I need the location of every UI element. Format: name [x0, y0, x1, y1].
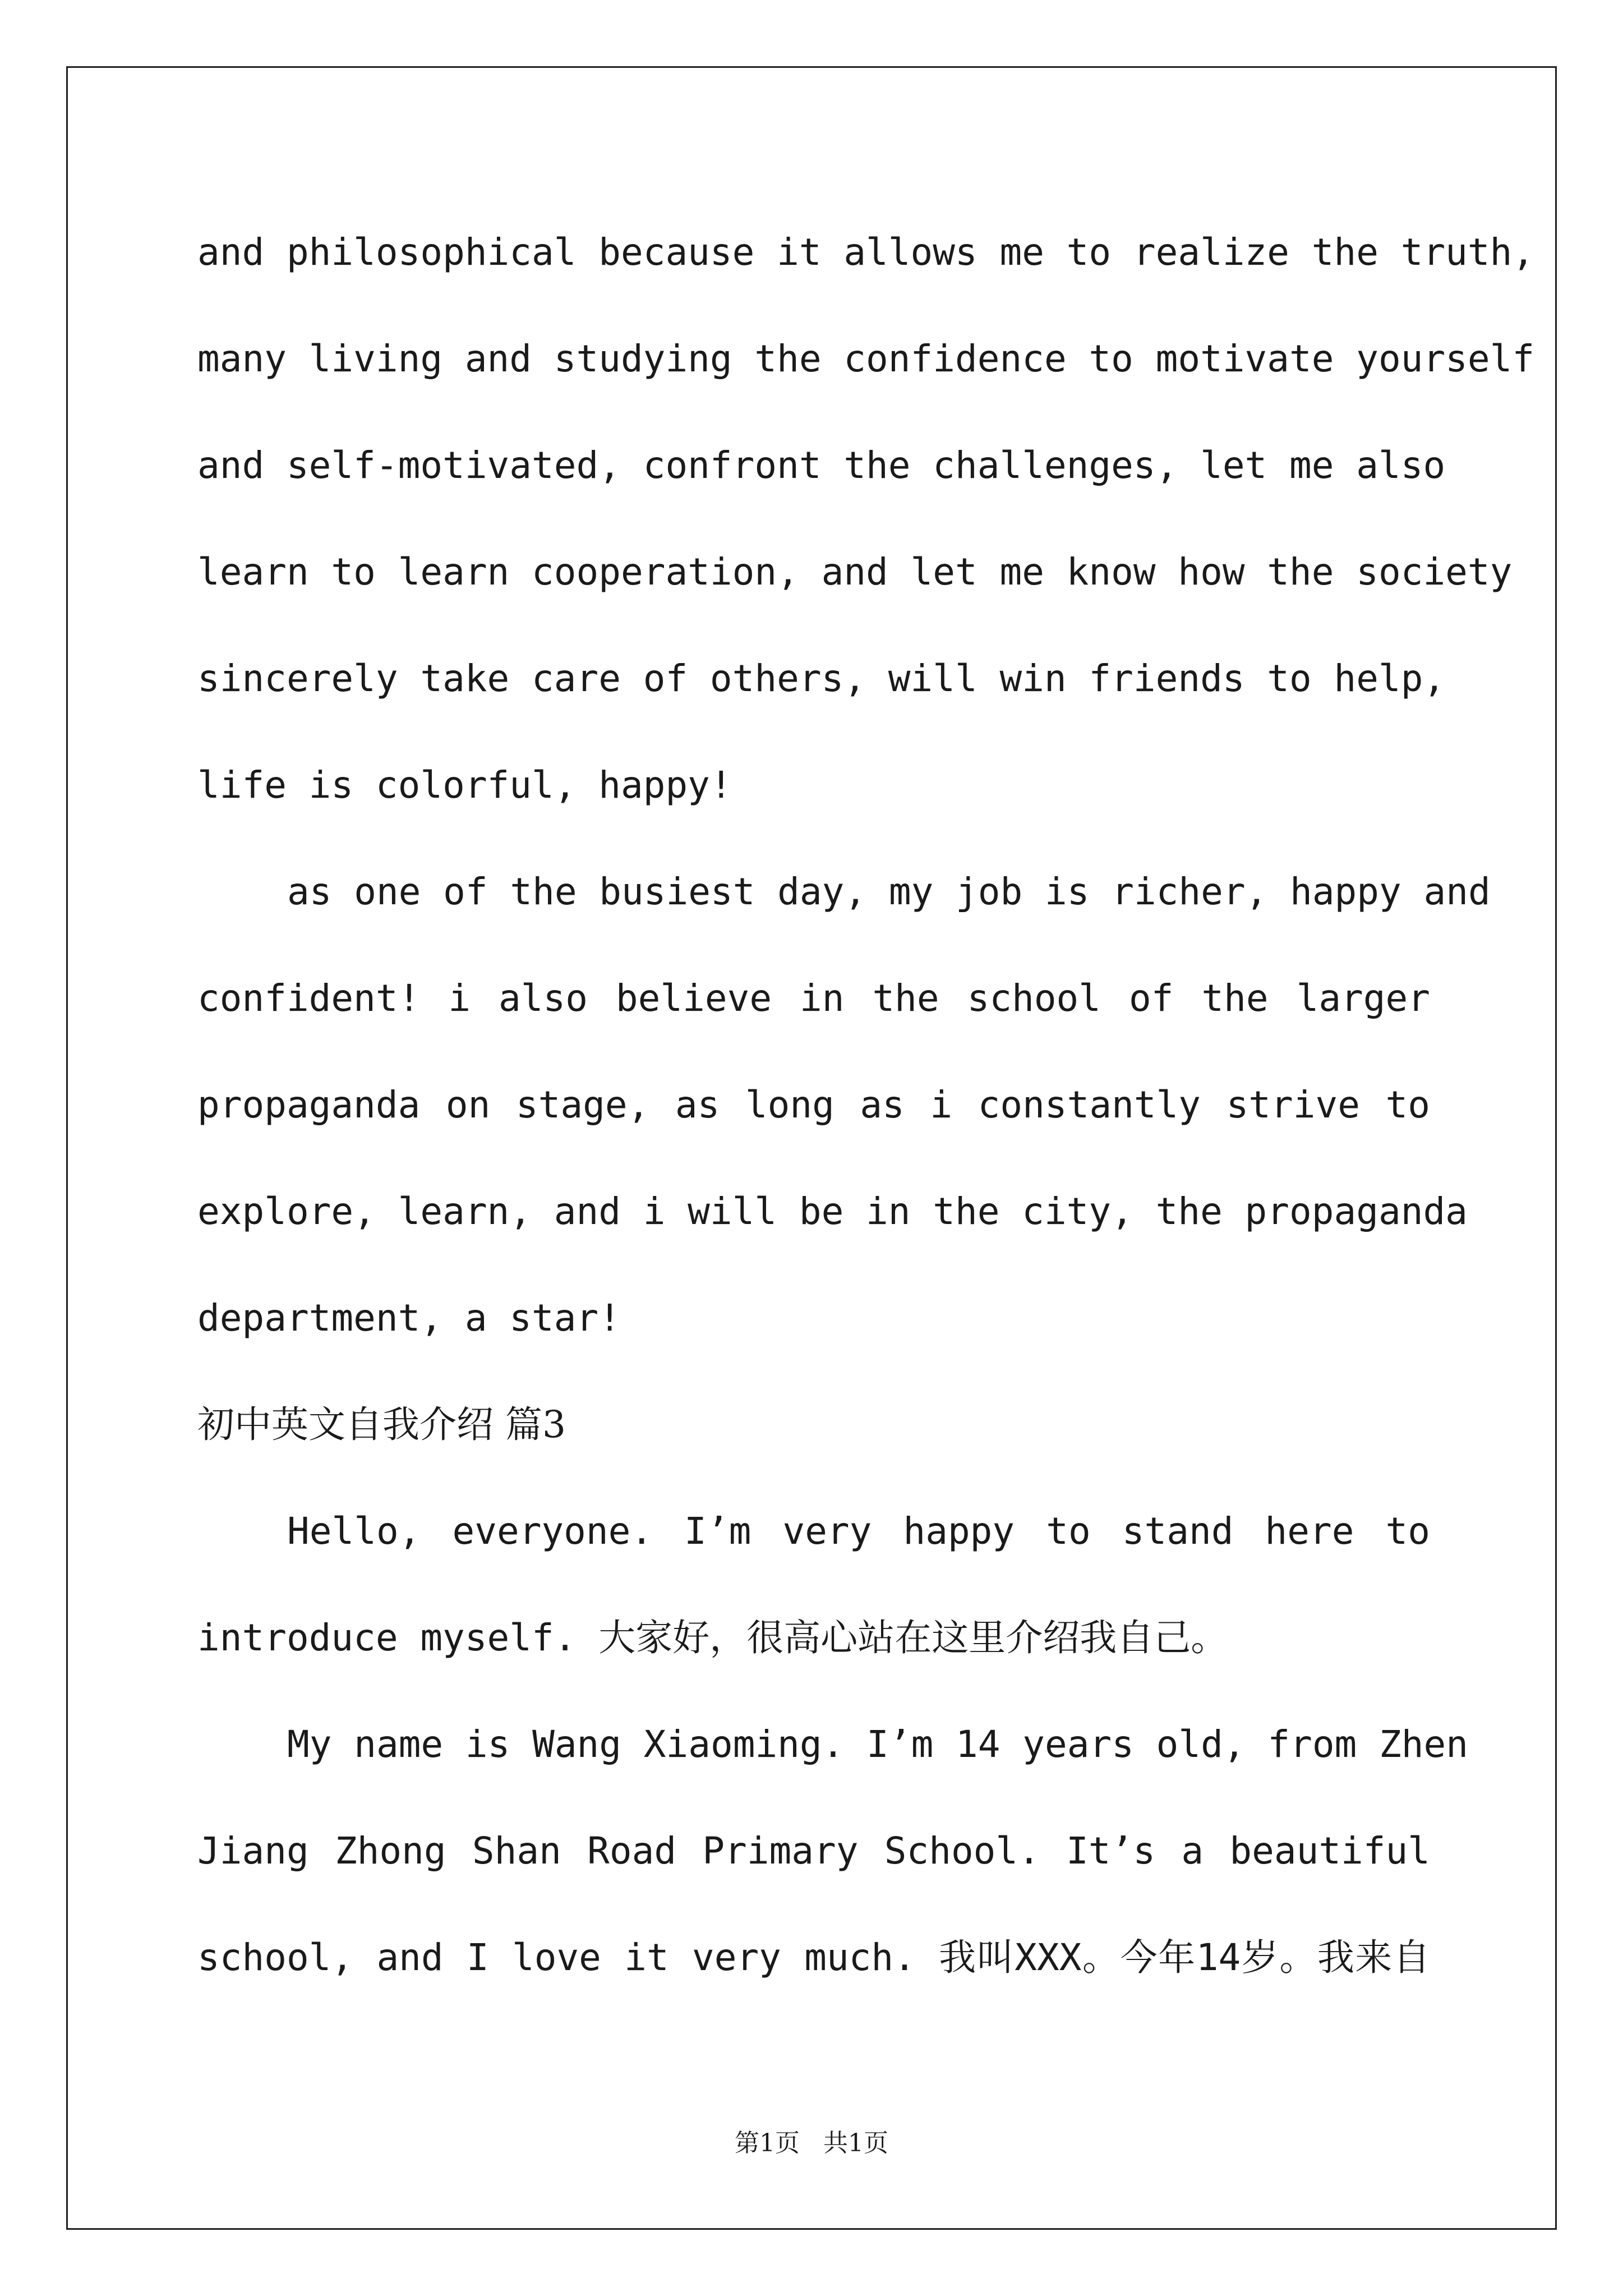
text-line: learn to learn cooperation, and let me know how the society	[197, 550, 1513, 593]
text-line: life is colorful, happy!	[197, 763, 732, 807]
section-heading: 初中英文自我介绍 篇3	[197, 1403, 566, 1446]
text-line: and self-motivated, confront the challenges, let me also	[197, 444, 1446, 487]
text-line: propaganda on stage, as long as i constantly strive to	[197, 1083, 1430, 1126]
text-line: Jiang Zhong Shan Road Primary School. It’s a beautiful	[197, 1829, 1430, 1872]
text-line: school, and I love it very much. 我叫XXX。今年14岁。我来自	[197, 1936, 1430, 1979]
text-line: Hello, everyone. I’m very happy to stand here to	[287, 1510, 1430, 1553]
document-body	[197, 222, 1535, 2033]
text-line: and philosophical because it allows me to realize the truth,	[197, 231, 1535, 274]
page-number-footer: 第1页 共1页	[735, 2129, 888, 2157]
text-line: explore, learn, and i will be in the city, the propaganda	[197, 1190, 1468, 1233]
text-line: many living and studying the confidence to motivate yourself	[197, 337, 1535, 380]
text-line: sincerely take care of others, will win friends to help,	[197, 657, 1446, 700]
text-line: My name is Wang Xiaoming. I’m 14 years old, from Zhen	[287, 1723, 1468, 1766]
text-line: department, a star!	[197, 1296, 621, 1340]
text-line: confident! i also believe in the school of the larger	[197, 977, 1430, 1020]
text-line: introduce myself. 大家好，很高心站在这里介绍我自己。	[197, 1616, 1228, 1659]
text-line: as one of the busiest day, my job is richer, happy and	[287, 870, 1491, 913]
